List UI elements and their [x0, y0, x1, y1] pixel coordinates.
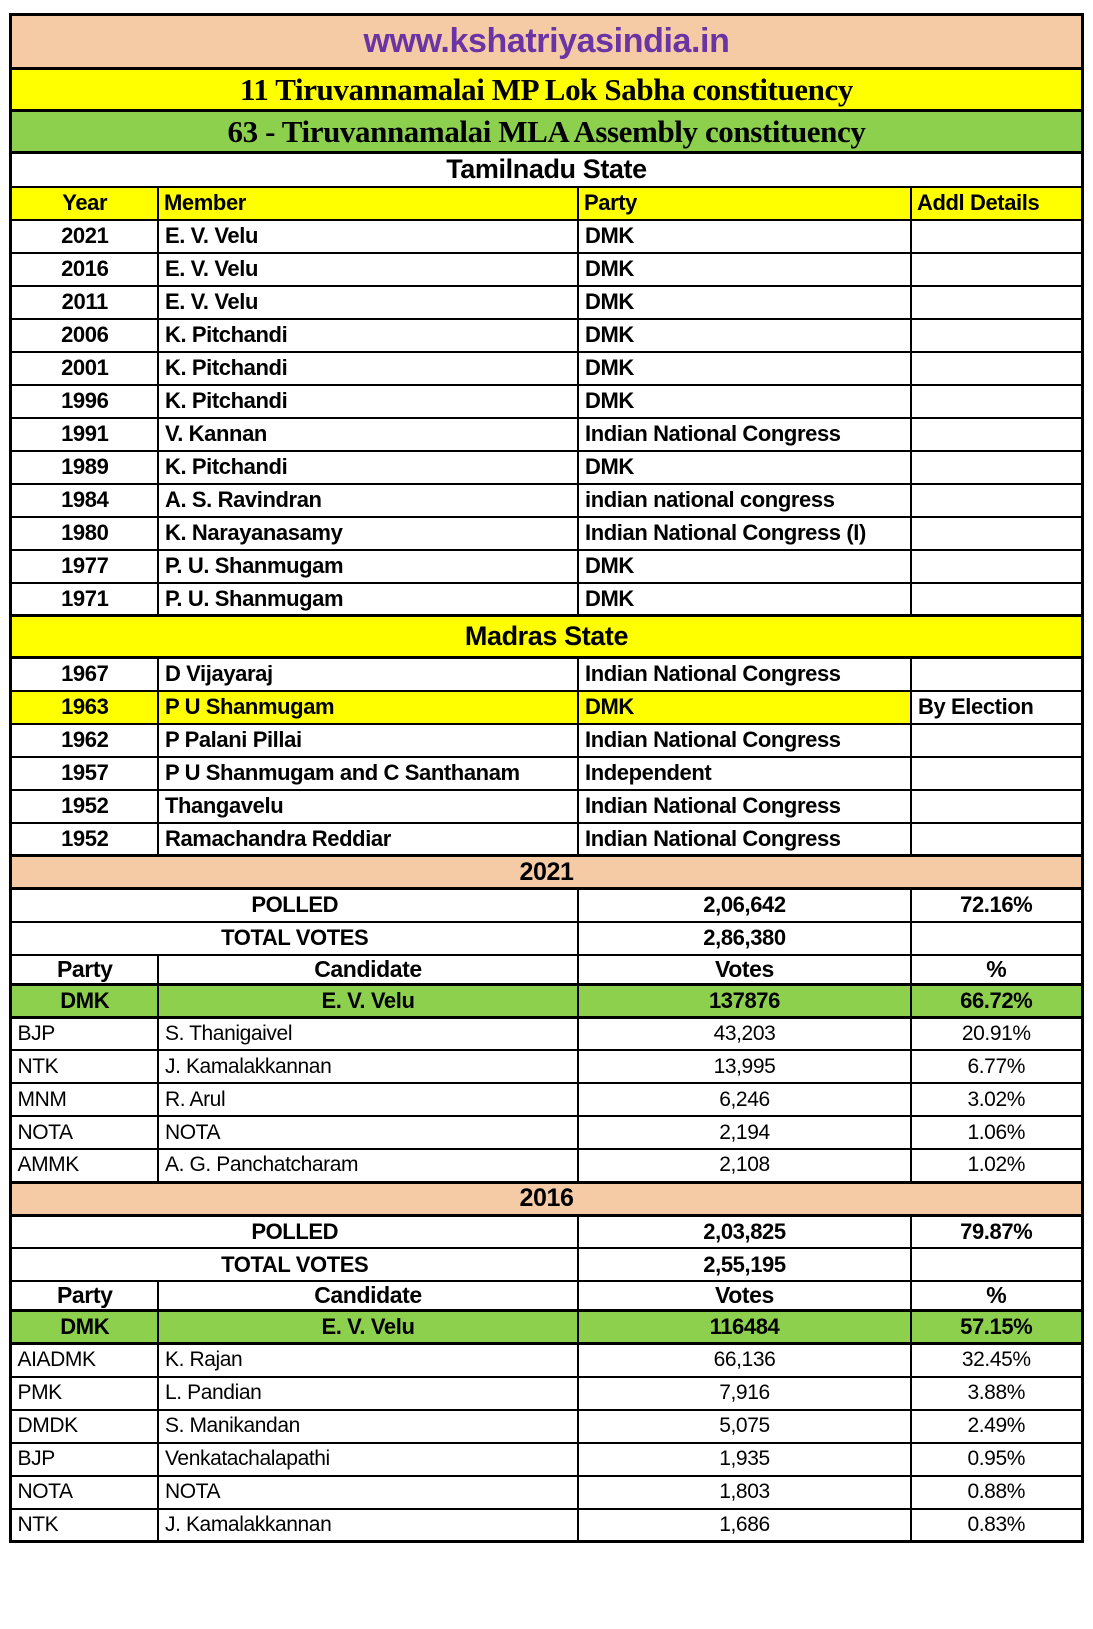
- addl-details-cell: [911, 583, 1082, 616]
- member-cell: P. U. Shanmugam: [158, 583, 578, 616]
- party-cell: PMK: [11, 1377, 158, 1410]
- year-cell: 2001: [11, 352, 158, 385]
- votes-cell: 1,935: [578, 1443, 911, 1476]
- member-cell: A. S. Ravindran: [158, 484, 578, 517]
- addl-details-cell: [911, 352, 1082, 385]
- candidate-cell: R. Arul: [158, 1083, 578, 1116]
- party-cell: NOTA: [11, 1116, 158, 1149]
- candidate-column-header: Candidate: [158, 1281, 578, 1311]
- result-row: [11, 1344, 1082, 1377]
- result-row: [11, 1149, 1082, 1182]
- year-column-header: Year: [11, 187, 158, 220]
- party-cell: Indian National Congress: [578, 418, 911, 451]
- votes-cell: 7,916: [578, 1377, 911, 1410]
- site-banner-row: [11, 15, 1082, 69]
- member-cell: K. Narayanasamy: [158, 517, 578, 550]
- election-2016-results-body: [11, 1311, 1082, 1542]
- percent-cell: 0.95%: [911, 1443, 1082, 1476]
- year-cell: 1957: [11, 757, 158, 790]
- polled-value: 2,03,825: [578, 1215, 911, 1248]
- member-row: [11, 253, 1082, 286]
- member-row: [11, 484, 1082, 517]
- party-cell: Indian National Congress (I): [578, 517, 911, 550]
- members-header-row: [11, 187, 1082, 220]
- votes-cell: 13,995: [578, 1050, 911, 1083]
- member-cell: Ramachandra Reddiar: [158, 823, 578, 856]
- party-cell: DMDK: [11, 1410, 158, 1443]
- addl-details-cell: [911, 253, 1082, 286]
- state-band-row: [11, 153, 1082, 187]
- addl-details-cell: By Election: [911, 691, 1082, 724]
- total-votes-label: TOTAL VOTES: [11, 922, 578, 955]
- percent-column-header: %: [911, 955, 1082, 985]
- member-cell: E. V. Velu: [158, 286, 578, 319]
- party-cell: BJP: [11, 1017, 158, 1050]
- party-cell: MNM: [11, 1083, 158, 1116]
- percent-cell: 66.72%: [911, 984, 1082, 1017]
- addl-details-cell: [911, 451, 1082, 484]
- result-row: [11, 1377, 1082, 1410]
- election-2021-header: [11, 856, 1082, 985]
- election-year-band: 2016: [11, 1182, 1082, 1215]
- year-cell: 1991: [11, 418, 158, 451]
- mla-title-row: [11, 111, 1082, 153]
- member-cell: V. Kannan: [158, 418, 578, 451]
- candidate-cell: J. Kamalakkannan: [158, 1050, 578, 1083]
- polled-row: [11, 889, 1082, 922]
- member-row: [11, 583, 1082, 616]
- member-row: [11, 385, 1082, 418]
- party-column-header: Party: [11, 955, 158, 985]
- votes-cell: 2,108: [578, 1149, 911, 1182]
- candidate-cell: E. V. Velu: [158, 1311, 578, 1344]
- year-cell: 1962: [11, 724, 158, 757]
- party-cell: NTK: [11, 1050, 158, 1083]
- percent-column-header: %: [911, 1281, 1082, 1311]
- member-row: [11, 418, 1082, 451]
- percent-cell: 0.83%: [911, 1509, 1082, 1542]
- election-year-band: 2021: [11, 856, 1082, 889]
- addl-details-cell: [911, 220, 1082, 253]
- candidate-cell: NOTA: [158, 1116, 578, 1149]
- member-cell: K. Pitchandi: [158, 385, 578, 418]
- candidate-cell: S. Manikandan: [158, 1410, 578, 1443]
- result-row: [11, 984, 1082, 1017]
- year-cell: 1984: [11, 484, 158, 517]
- votes-cell: 6,246: [578, 1083, 911, 1116]
- party-cell: DMK: [578, 583, 911, 616]
- votes-cell: 1,686: [578, 1509, 911, 1542]
- member-cell: P U Shanmugam and C Santhanam: [158, 757, 578, 790]
- member-cell: D Vijayaraj: [158, 658, 578, 691]
- member-cell: E. V. Velu: [158, 253, 578, 286]
- votes-cell: 1,803: [578, 1476, 911, 1509]
- party-cell: NTK: [11, 1509, 158, 1542]
- result-row: [11, 1050, 1082, 1083]
- header-section: [11, 15, 1082, 220]
- candidate-cell: E. V. Velu: [158, 984, 578, 1017]
- member-cell: P Palani Pillai: [158, 724, 578, 757]
- tamilnadu-state-band: Tamilnadu State: [11, 153, 1082, 187]
- member-cell: P U Shanmugam: [158, 691, 578, 724]
- year-cell: 1967: [11, 658, 158, 691]
- mp-constituency-title: 11 Tiruvannamalai MP Lok Sabha constituency: [11, 69, 1082, 111]
- total-votes-percent: [911, 922, 1082, 955]
- year-cell: 1980: [11, 517, 158, 550]
- member-cell: K. Pitchandi: [158, 319, 578, 352]
- party-cell: Indian National Congress: [578, 724, 911, 757]
- candidate-cell: A. G. Panchatcharam: [158, 1149, 578, 1182]
- percent-cell: 2.49%: [911, 1410, 1082, 1443]
- year-cell: 1977: [11, 550, 158, 583]
- addl-details-cell: [911, 823, 1082, 856]
- party-cell: DMK: [578, 451, 911, 484]
- percent-cell: 3.88%: [911, 1377, 1082, 1410]
- year-cell: 2011: [11, 286, 158, 319]
- mp-title-row: [11, 69, 1082, 111]
- percent-cell: 32.45%: [911, 1344, 1082, 1377]
- votes-cell: 2,194: [578, 1116, 911, 1149]
- votes-column-header: Votes: [578, 1281, 911, 1311]
- addl-details-cell: [911, 790, 1082, 823]
- polled-percent: 72.16%: [911, 889, 1082, 922]
- member-row: [11, 352, 1082, 385]
- member-row: [11, 658, 1082, 691]
- member-row: [11, 517, 1082, 550]
- mla-constituency-title: 63 - Tiruvannamalai MLA Assembly constituency: [11, 111, 1082, 153]
- year-cell: 2016: [11, 253, 158, 286]
- member-row: [11, 220, 1082, 253]
- party-column-header: Party: [578, 187, 911, 220]
- party-cell: Indian National Congress: [578, 823, 911, 856]
- member-row: [11, 319, 1082, 352]
- party-cell: AIADMK: [11, 1344, 158, 1377]
- madras-band-row: [11, 616, 1082, 658]
- total-votes-value: 2,86,380: [578, 922, 911, 955]
- candidate-cell: K. Rajan: [158, 1344, 578, 1377]
- candidate-column-header: Candidate: [158, 955, 578, 985]
- results-header-row: [11, 1281, 1082, 1311]
- member-row: [11, 790, 1082, 823]
- addl-details-column-header: Addl Details: [911, 187, 1082, 220]
- percent-cell: 0.88%: [911, 1476, 1082, 1509]
- constituency-table: [9, 13, 1083, 1543]
- votes-cell: 5,075: [578, 1410, 911, 1443]
- result-row: [11, 1116, 1082, 1149]
- member-cell: Thangavelu: [158, 790, 578, 823]
- votes-cell: 116484: [578, 1311, 911, 1344]
- party-cell: Independent: [578, 757, 911, 790]
- polled-value: 2,06,642: [578, 889, 911, 922]
- addl-details-cell: [911, 757, 1082, 790]
- party-cell: DMK: [578, 352, 911, 385]
- result-row: [11, 1017, 1082, 1050]
- year-cell: 1963: [11, 691, 158, 724]
- election-2021-results-body: [11, 984, 1082, 1182]
- year-cell: 1952: [11, 823, 158, 856]
- percent-cell: 3.02%: [911, 1083, 1082, 1116]
- addl-details-cell: [911, 724, 1082, 757]
- addl-details-cell: [911, 550, 1082, 583]
- party-cell: Indian National Congress: [578, 658, 911, 691]
- year-band-row: [11, 1182, 1082, 1215]
- member-row: [11, 823, 1082, 856]
- party-cell: DMK: [578, 220, 911, 253]
- year-band-row: [11, 856, 1082, 889]
- party-cell: DMK: [11, 984, 158, 1017]
- addl-details-cell: [911, 385, 1082, 418]
- addl-details-cell: [911, 319, 1082, 352]
- party-cell: DMK: [578, 253, 911, 286]
- member-row: [11, 757, 1082, 790]
- votes-column-header: Votes: [578, 955, 911, 985]
- results-header-row: [11, 955, 1082, 985]
- result-row: [11, 1509, 1082, 1542]
- total-votes-row: [11, 1248, 1082, 1281]
- party-cell: DMK: [578, 385, 911, 418]
- member-row: [11, 286, 1082, 319]
- result-row: [11, 1311, 1082, 1344]
- party-cell: DMK: [11, 1311, 158, 1344]
- total-votes-value: 2,55,195: [578, 1248, 911, 1281]
- polled-label: POLLED: [11, 889, 578, 922]
- member-row: [11, 451, 1082, 484]
- madras-members-body: [11, 658, 1082, 856]
- candidate-cell: Venkatachalapathi: [158, 1443, 578, 1476]
- election-2016-header: [11, 1182, 1082, 1311]
- tamilnadu-members-body: [11, 220, 1082, 616]
- addl-details-cell: [911, 418, 1082, 451]
- total-votes-label: TOTAL VOTES: [11, 1248, 578, 1281]
- polled-row: [11, 1215, 1082, 1248]
- year-cell: 2021: [11, 220, 158, 253]
- total-votes-percent: [911, 1248, 1082, 1281]
- member-cell: E. V. Velu: [158, 220, 578, 253]
- party-cell: indian national congress: [578, 484, 911, 517]
- addl-details-cell: [911, 484, 1082, 517]
- party-cell: DMK: [578, 319, 911, 352]
- party-cell: BJP: [11, 1443, 158, 1476]
- party-cell: NOTA: [11, 1476, 158, 1509]
- party-column-header: Party: [11, 1281, 158, 1311]
- year-cell: 1989: [11, 451, 158, 484]
- result-row: [11, 1476, 1082, 1509]
- site-banner: www.kshatriyasindia.in: [11, 15, 1082, 69]
- member-row: [11, 550, 1082, 583]
- percent-cell: 6.77%: [911, 1050, 1082, 1083]
- year-cell: 1996: [11, 385, 158, 418]
- votes-cell: 43,203: [578, 1017, 911, 1050]
- candidate-cell: S. Thanigaivel: [158, 1017, 578, 1050]
- addl-details-cell: [911, 286, 1082, 319]
- percent-cell: 57.15%: [911, 1311, 1082, 1344]
- candidate-cell: L. Pandian: [158, 1377, 578, 1410]
- votes-cell: 137876: [578, 984, 911, 1017]
- year-cell: 1952: [11, 790, 158, 823]
- percent-cell: 1.02%: [911, 1149, 1082, 1182]
- party-cell: Indian National Congress: [578, 790, 911, 823]
- party-cell: DMK: [578, 691, 911, 724]
- member-row: [11, 691, 1082, 724]
- result-row: [11, 1410, 1082, 1443]
- year-cell: 1971: [11, 583, 158, 616]
- percent-cell: 20.91%: [911, 1017, 1082, 1050]
- addl-details-cell: [911, 517, 1082, 550]
- member-cell: K. Pitchandi: [158, 451, 578, 484]
- result-row: [11, 1443, 1082, 1476]
- polled-label: POLLED: [11, 1215, 578, 1248]
- votes-cell: 66,136: [578, 1344, 911, 1377]
- party-cell: DMK: [578, 550, 911, 583]
- year-cell: 2006: [11, 319, 158, 352]
- member-cell: P. U. Shanmugam: [158, 550, 578, 583]
- total-votes-row: [11, 922, 1082, 955]
- percent-cell: 1.06%: [911, 1116, 1082, 1149]
- member-cell: K. Pitchandi: [158, 352, 578, 385]
- party-cell: AMMK: [11, 1149, 158, 1182]
- member-row: [11, 724, 1082, 757]
- candidate-cell: NOTA: [158, 1476, 578, 1509]
- addl-details-cell: [911, 658, 1082, 691]
- candidate-cell: J. Kamalakkannan: [158, 1509, 578, 1542]
- madras-state-band: Madras State: [11, 616, 1082, 658]
- member-column-header: Member: [158, 187, 578, 220]
- madras-band-section: [11, 616, 1082, 658]
- party-cell: DMK: [578, 286, 911, 319]
- result-row: [11, 1083, 1082, 1116]
- polled-percent: 79.87%: [911, 1215, 1082, 1248]
